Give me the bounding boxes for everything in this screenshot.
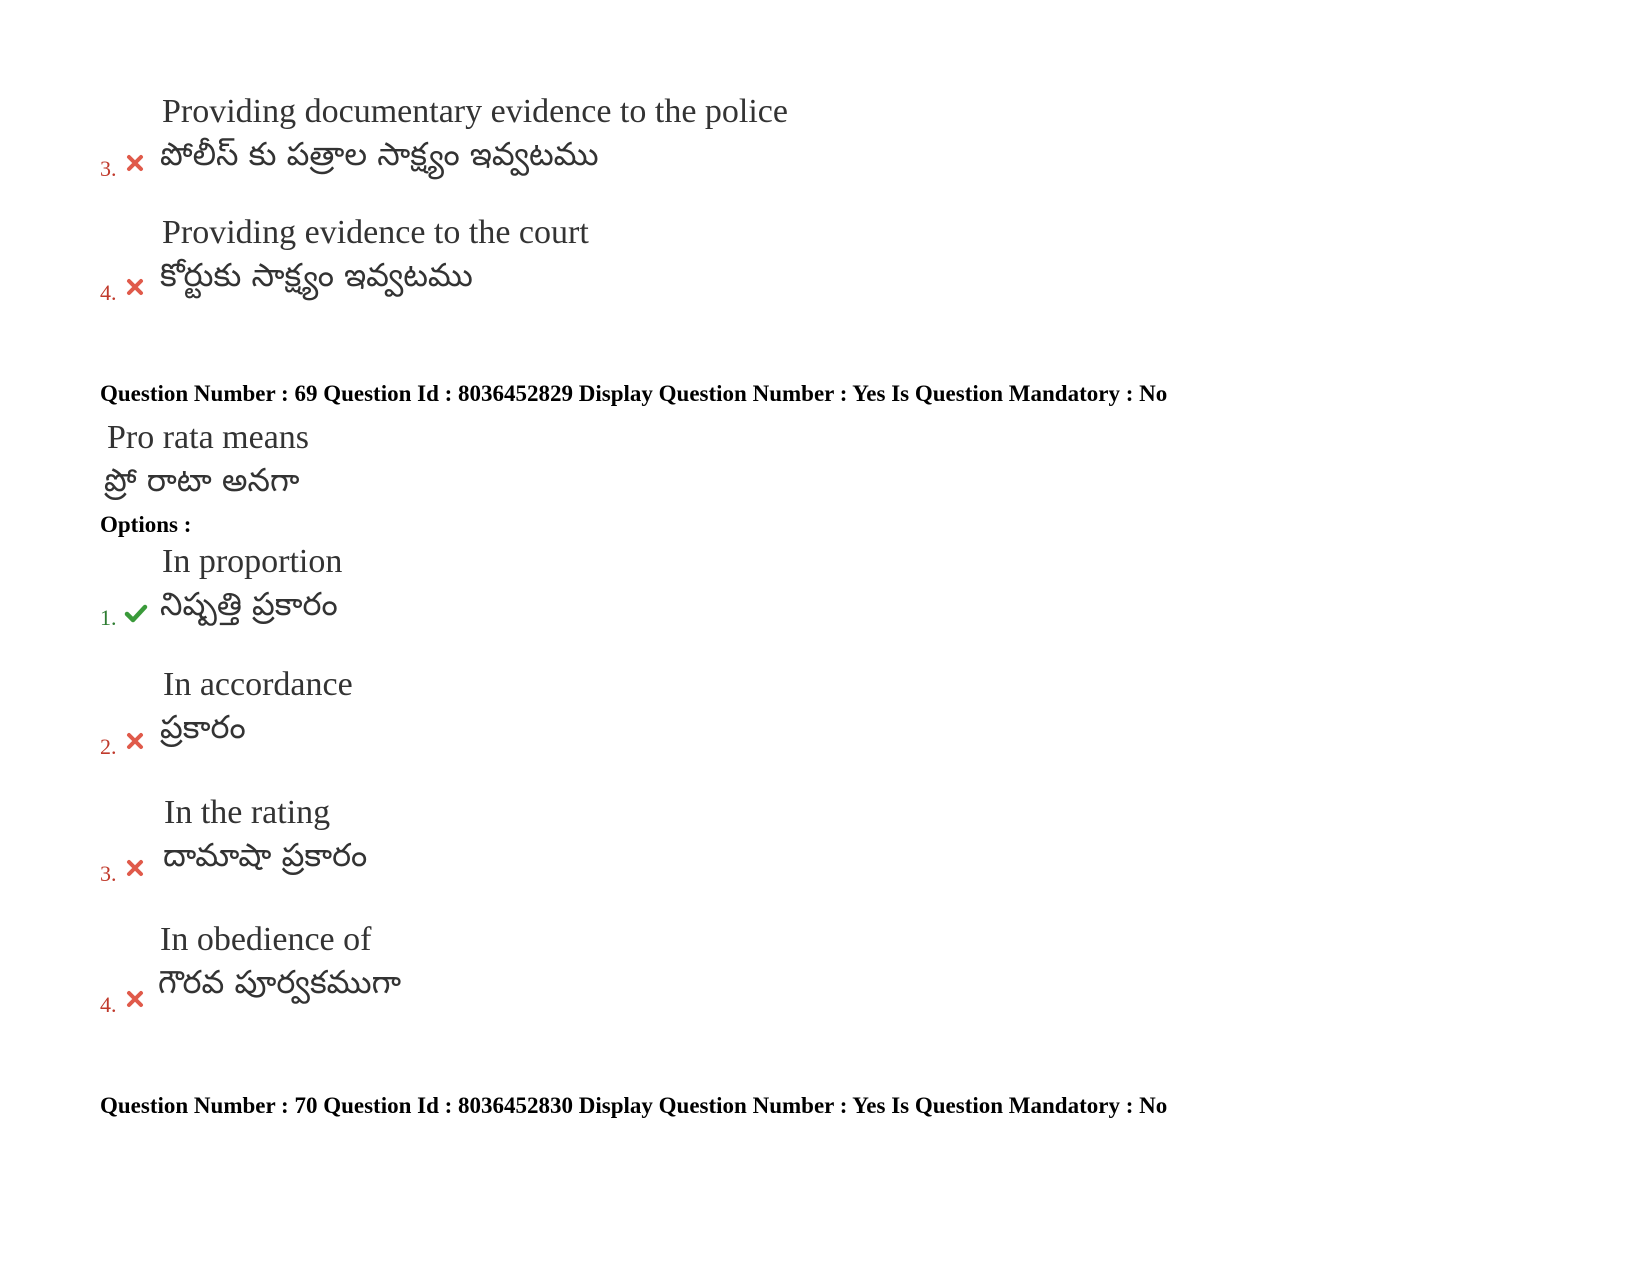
question-meta: Question Number : 70 Question Id : 8036452830 Display Question Number : Yes Is Question Mandatory : No: [100, 1093, 1168, 1118]
option-text-te: పోలీస్ కు పత్రాల సాక్ష్యం ఇవ్వటము: [160, 135, 599, 173]
option-number: 2.: [100, 734, 117, 759]
option-text-en: Providing evidence to the court: [162, 214, 589, 251]
question-text-te: ప్రో రాటా అనగా: [104, 461, 300, 499]
option-text-te: నిష్పత్తి ప్రకారం: [160, 585, 338, 623]
option-number: 1.: [100, 605, 117, 630]
option-number: 4.: [100, 280, 117, 305]
option-text-en: In obedience of: [160, 921, 372, 958]
cross-icon: [125, 731, 145, 751]
cross-icon: [125, 989, 145, 1009]
option-number: 3.: [100, 156, 117, 181]
option-number: 4.: [100, 992, 117, 1017]
question-text-en: Pro rata means: [107, 419, 310, 456]
option-text-en: In proportion: [162, 543, 343, 580]
cross-icon: [125, 277, 145, 297]
option-text-en: In accordance: [163, 666, 353, 703]
option-text-en: In the rating: [164, 794, 331, 831]
question-meta: Question Number : 69 Question Id : 8036452829 Display Question Number : Yes Is Question Mandatory : No: [100, 381, 1168, 406]
cross-icon: [125, 153, 145, 173]
option-text-te: ప్రకారం: [160, 708, 246, 746]
check-icon: [124, 603, 148, 623]
option-text-te: దామాషా ప్రకారం: [163, 836, 368, 874]
options-label: Options :: [100, 512, 192, 537]
option-text-en: Providing documentary evidence to the police: [162, 93, 788, 130]
option-text-te: గౌరవ పూర్వకముగా: [158, 963, 402, 1001]
cross-icon: [125, 858, 145, 878]
option-text-te: కోర్టుకు సాక్ష్యం ఇవ్వటము: [160, 256, 473, 294]
option-number: 3.: [100, 861, 117, 886]
